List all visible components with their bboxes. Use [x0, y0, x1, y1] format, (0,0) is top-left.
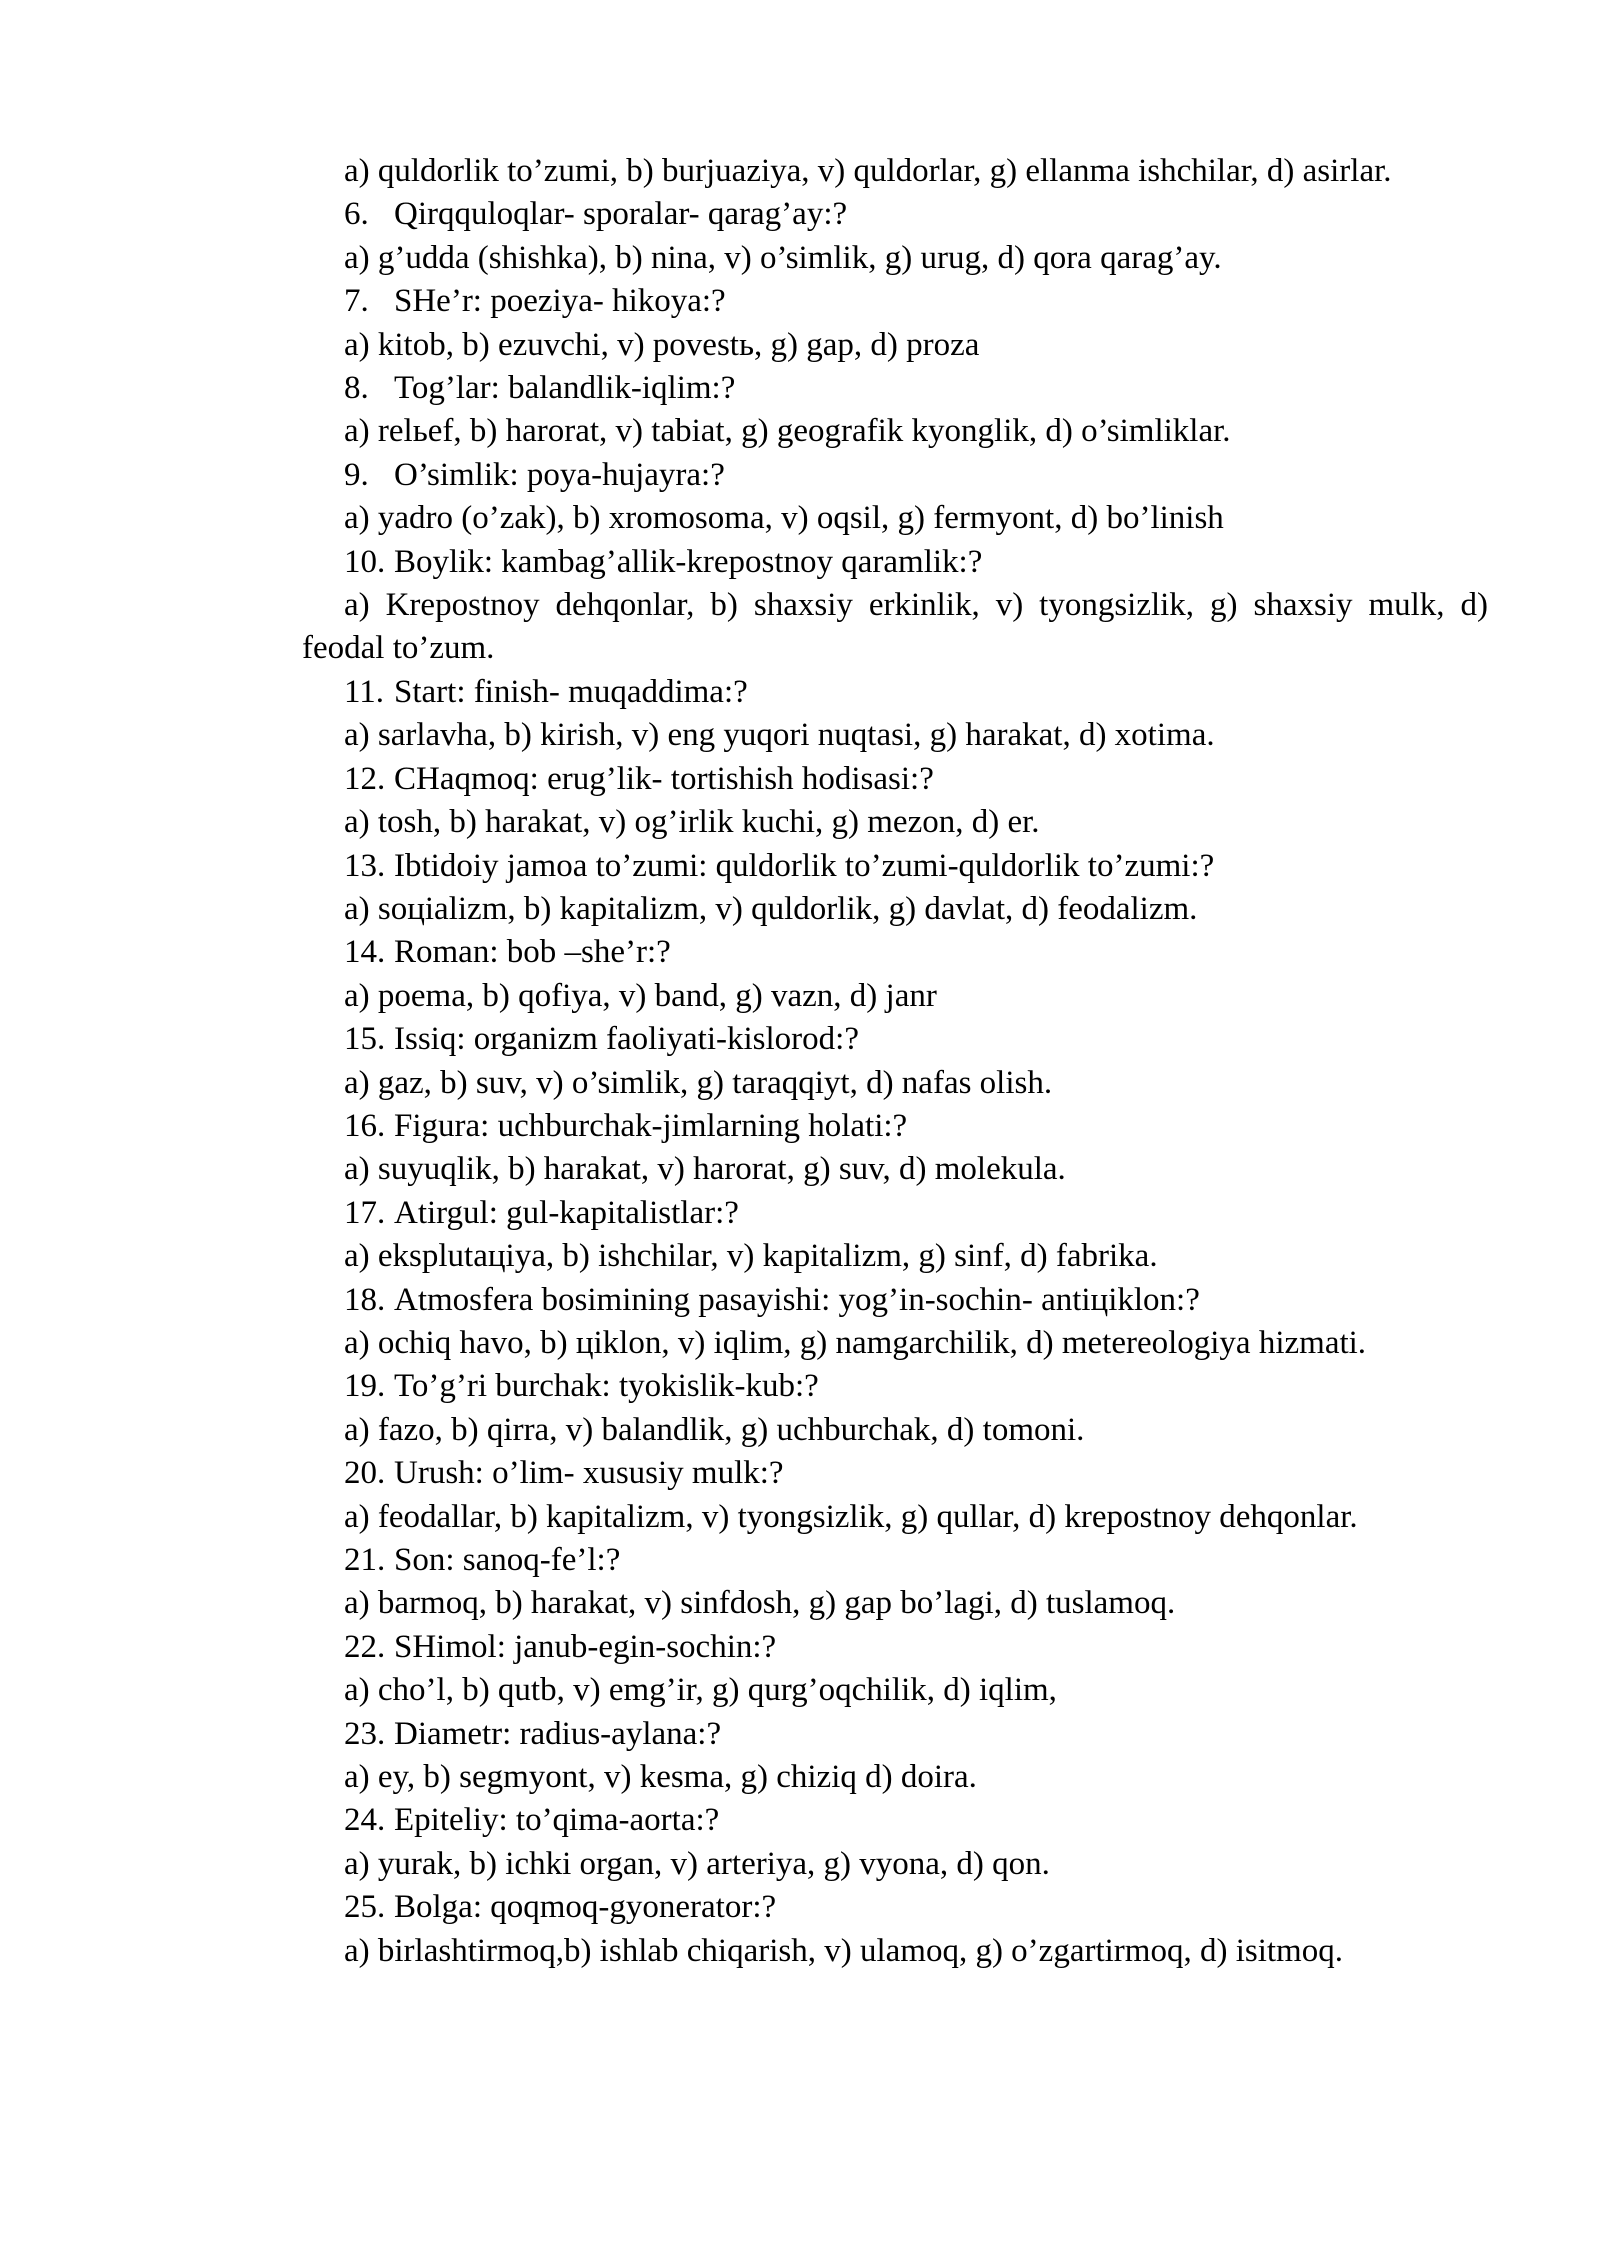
question-text: Diametr: radius-aylana:? — [394, 1715, 722, 1752]
question-number: 23. — [344, 1715, 386, 1752]
question-number: 17. — [344, 1194, 386, 1231]
answer-options: a) gaz, b) suv, v) o’simlik, g) taraqqiyt, d) nafas olish. — [344, 1064, 1053, 1101]
answer-options: a) suyuqlik, b) harakat, v) harorat, g) suv, d) molekula. — [344, 1151, 1066, 1188]
answer-options: a) yurak, b) ichki organ, v) arteriya, g) vyona, d) qon. — [344, 1845, 1050, 1882]
answer-options: a) poema, b) qofiya, v) band, g) vazn, d) janr — [344, 977, 937, 1014]
question-text: SHe’r: poeziya- hikoya:? — [394, 283, 726, 320]
question-number: 16. — [344, 1107, 386, 1144]
question-number: 12. — [344, 760, 386, 797]
document-body — [302, 150, 1488, 1973]
question-text: Issiq: organizm faoliyati-kislorod:? — [394, 1021, 859, 1058]
question-text: Boylik: kambag’allik-krepostnoy qaramlik:? — [394, 543, 983, 580]
answer-options: a) yadro (o’zak), b) xromosoma, v) oqsil, g) fermyont, d) bo’linish — [344, 500, 1224, 537]
question-line — [302, 1539, 1488, 1582]
question-line — [302, 1279, 1488, 1322]
question-text: O’simlik: poya-hujayra:? — [394, 456, 725, 493]
lead-answer-line: a) quldorlik to’zumi, b) burjuaziya, v) quldorlar, g) ellanma ishchilar, d) asirlar. — [344, 153, 1392, 189]
question-number: 15. — [344, 1021, 386, 1058]
answer-options: a) feodallar, b) kapitalizm, v) tyongsizlik, g) qullar, d) krepostnoy dehqonlar. — [344, 1498, 1358, 1535]
answer-options: a) cho’l, b) qutb, v) emg’ir, g) qurg’oqchilik, d) iqlim, — [344, 1672, 1057, 1709]
answer-options: a) barmoq, b) harakat, v) sinfdosh, g) gap bo’lagi, d) tuslamoq. — [344, 1585, 1176, 1622]
answer-options: a) ey, b) segmyont, v) kesma, g) chiziq d) doira. — [344, 1759, 977, 1796]
question-text: Son: sanoq-fe’l:? — [394, 1542, 621, 1578]
answer-options: a) Krepostnoy dehqonlar, b) shaxsiy erkinlik, v) tyongsizlik, g) shaxsiy mulk, d) feodal to’zum. — [302, 587, 1488, 667]
question-text: Atirgul: gul-kapitalistlar:? — [394, 1194, 739, 1231]
answer-options: a) fazo, b) qirra, v) balandlik, g) uchburchak, d) tomoni. — [344, 1411, 1085, 1448]
question-text: Start: finish- muqaddima:? — [394, 673, 748, 710]
question-number: 9. — [344, 456, 369, 493]
question-number: 10. — [344, 543, 386, 580]
answer-options: a) g’udda (shishka), b) nina, v) o’simlik, g) urug, d) qora qarag’ay. — [344, 239, 1222, 276]
question-text: Ibtidoiy jamoa to’zumi: quldorlik to’zumi-quldorlik to’zumi:? — [394, 847, 1215, 884]
question-line — [302, 758, 1488, 801]
question-text: Atmosfera bosimining pasayishi: yog’in-sochin- antiцiklon:? — [394, 1281, 1200, 1318]
question-text: CHaqmoq: erug’lik- tortishish hodisasi:? — [394, 760, 934, 797]
question-line — [302, 1626, 1488, 1669]
question-line — [302, 1799, 1488, 1842]
question-number: 6. — [344, 196, 369, 233]
question-line — [302, 541, 1488, 584]
question-text: To’g’ri burchak: tyokislik-kub:? — [394, 1368, 819, 1405]
answer-options: a) ochiq havo, b) цiklon, v) iqlim, g) namgarchilik, d) metereologiya hizmati. — [344, 1324, 1367, 1361]
question-number: 25. — [344, 1889, 386, 1926]
question-number: 20. — [344, 1455, 386, 1492]
question-line — [302, 671, 1488, 714]
question-line — [302, 845, 1488, 888]
question-text: Figura: uchburchak-jimlarning holati:? — [394, 1107, 908, 1144]
question-line — [302, 931, 1488, 974]
question-text: Tog’lar: balandlik-iqlim:? — [394, 370, 736, 407]
answer-options: a) relьef, b) harorat, v) tabiat, g) geografik kyonglik, d) o’simliklar. — [344, 413, 1231, 450]
question-number: 11. — [344, 673, 385, 710]
question-text: Bolga: qoqmoq-gyonerator:? — [394, 1889, 777, 1926]
question-number: 13. — [344, 847, 386, 884]
question-text: Epiteliy: to’qima-aorta:? — [394, 1802, 720, 1839]
answer-options: a) eksplutaцiya, b) ishchilar, v) kapitalizm, g) sinf, d) fabrika. — [344, 1238, 1158, 1275]
question-number: 8. — [344, 370, 369, 407]
question-number: 21. — [344, 1542, 386, 1578]
question-line — [302, 1018, 1488, 1061]
question-number: 19. — [344, 1368, 386, 1405]
question-number: 22. — [344, 1628, 386, 1665]
question-line — [302, 1192, 1488, 1235]
question-line — [302, 367, 1488, 410]
question-number: 18. — [344, 1281, 386, 1318]
answer-options: a) tosh, b) harakat, v) og’irlik kuchi, g) mezon, d) er. — [344, 804, 1040, 841]
question-line — [302, 1886, 1488, 1929]
answer-options: a) soцializm, b) kapitalizm, v) quldorlik, g) davlat, d) feodalizm. — [344, 890, 1198, 927]
question-line — [302, 454, 1488, 497]
answer-options: a) kitob, b) ezuvchi, v) povestь, g) gap, d) proza — [344, 326, 980, 363]
question-line — [302, 1365, 1488, 1408]
question-number: 24. — [344, 1802, 386, 1839]
question-number: 14. — [344, 934, 386, 971]
question-line — [302, 280, 1488, 323]
question-line — [302, 193, 1488, 236]
question-text: SHimol: janub-egin-sochin:? — [394, 1628, 777, 1665]
question-text: Roman: bob –she’r:? — [394, 934, 671, 971]
question-line — [302, 1713, 1488, 1756]
question-number: 7. — [344, 283, 369, 320]
answer-options: a) birlashtirmoq,b) ishlab chiqarish, v) ulamoq, g) o’zgartirmoq, d) isitmoq. — [344, 1932, 1343, 1969]
question-line — [302, 1452, 1488, 1495]
answer-options: a) sarlavha, b) kirish, v) eng yuqori nuqtasi, g) harakat, d) xotima. — [344, 717, 1215, 754]
question-line — [302, 1105, 1488, 1148]
question-text: Qirqquloqlar- sporalar- qarag’ay:? — [394, 196, 848, 233]
question-text: Urush: o’lim- xususiy mulk:? — [394, 1455, 784, 1492]
